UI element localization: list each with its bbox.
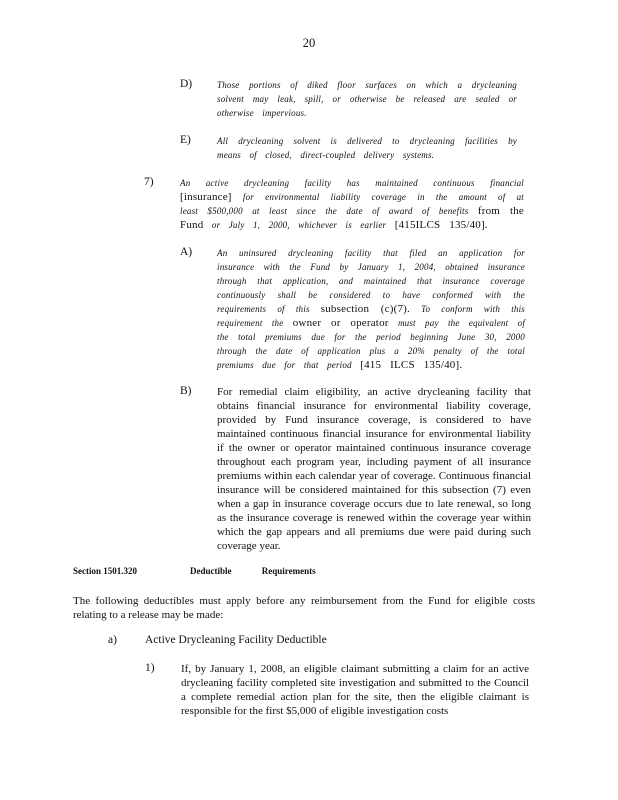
item-7a-part1: An uninsured drycleaning facility that filed an application for insurance with the Fund by January 1, 2004, obtained insurance through that application, and maintained that insurance coverage continuously shall be considered to have conformed with the requirements of this	[217, 248, 525, 314]
item-7a-part4: owner or operator	[292, 317, 389, 329]
item-7b-label: B)	[180, 385, 192, 397]
item-7-text	[180, 176, 524, 232]
section-title: Deductible Requirements	[190, 566, 316, 576]
item-e-text: All drycleaning solvent is delivered to drycleaning facilities by means of closed, direct-coupled delivery systems.	[217, 136, 517, 160]
item-7-part6: [415ILCS 135/40].	[394, 219, 488, 231]
sub-a1-label: 1)	[145, 662, 155, 674]
sub-a-title: Active Drycleaning Facility Deductible	[145, 634, 327, 646]
item-7-part2: [insurance]	[180, 191, 232, 203]
sub-a-label: a)	[108, 634, 117, 646]
sub-a1-text: If, by January 1, 2008, an eligible claimant submitting a claim for an active drycleaning facility completed site investigation and submitted to the Council a complete remedial action plan for the site, then the eligible claimant is responsible for the first $5,000 of eligible investigation costs	[181, 663, 529, 717]
item-7-part1: An active drycleaning facility has maintained continuous financial	[180, 178, 524, 188]
intro-paragraph: The following deductibles must apply before any reimbursement from the Fund for eligible costs relating to a release may be made:	[73, 595, 535, 621]
item-e-label: E)	[180, 134, 191, 146]
item-7a-label: A)	[180, 246, 193, 258]
item-7-part4: from the Fund	[180, 205, 525, 231]
item-7a-text	[217, 246, 525, 372]
item-7-part3: for environmental liability coverage in the amount of at least $500,000 at least since the date of award of benefits	[180, 192, 524, 216]
item-7a-part5: must pay the equivalent of the total premiums due for the period beginning June 30, 2000 through the date of application plus a 20% penalty of the total premiums due for that period	[217, 318, 526, 370]
section-number: Section 1501.320	[73, 566, 137, 576]
item-7b-text: For remedial claim eligibility, an active drycleaning facility that obtains financial insurance for environmental liability coverage, provided by Fund insurance coverage, is considered to have maintained continuous financial insurance for environmental liability if the owner or operator maintained continuous insurance coverage throughout each program year, including payment of all insurance premiums within each calendar year of coverage. Continuous financial insurance will be considered maintained for this subsection (7) even when a gap in insurance coverage occurs due to late renewal, so long as the insurance coverage is renewed within the coverage year within which the gap appears and all premiums due were paid during such coverage year.	[217, 386, 531, 552]
item-d-label: D)	[180, 78, 193, 90]
item-7a-part3: To conform with this requirement the	[217, 304, 525, 328]
item-7a-part6: [415 ILCS 135/40].	[360, 359, 463, 371]
item-7a-part2: subsection (c)(7).	[320, 303, 410, 315]
item-d-text: Those portions of diked floor surfaces on which a drycleaning solvent may leak, spill, or otherwise be released are sealed or otherwise impervious.	[217, 80, 517, 118]
page-number: 20	[302, 36, 316, 50]
item-7-part5: or July 1, 2000, whichever is earlier	[211, 220, 387, 230]
item-7-label: 7)	[144, 176, 154, 188]
